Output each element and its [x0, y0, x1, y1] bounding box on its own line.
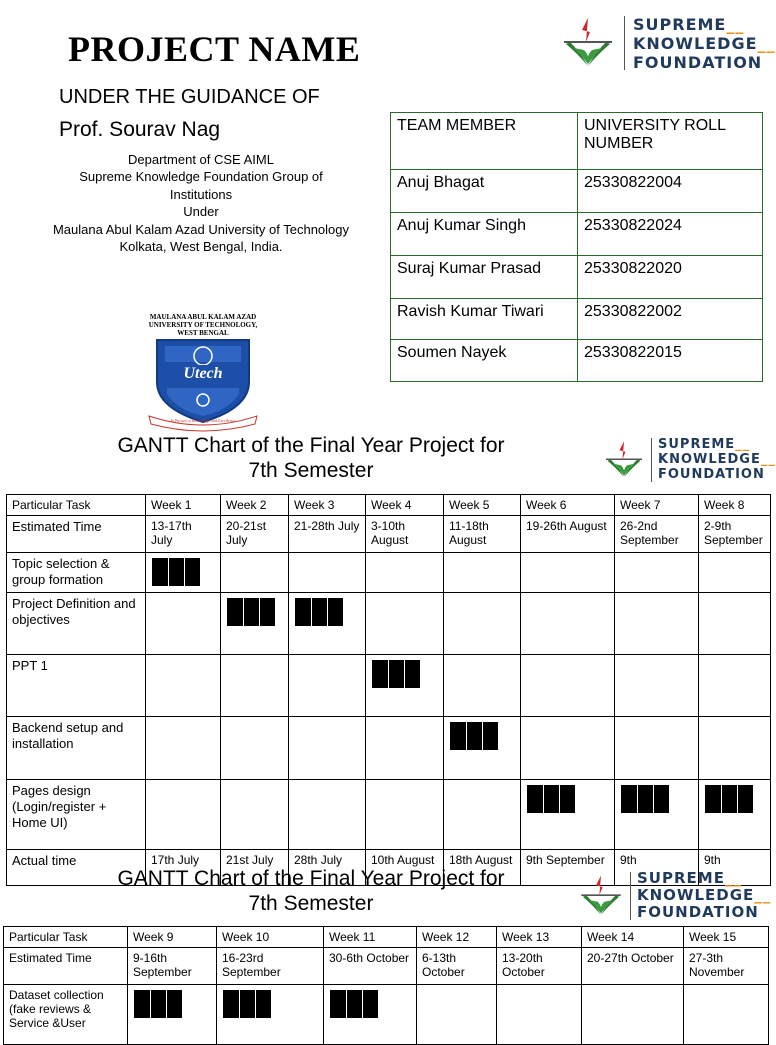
task-cell — [444, 553, 521, 593]
gantt-bar — [152, 558, 200, 586]
row-label: Actual time — [7, 850, 146, 886]
guidance-label: UNDER THE GUIDANCE OF — [59, 86, 320, 108]
task-cell — [521, 655, 615, 717]
skf-logo-small — [578, 870, 771, 921]
skf-emblem-icon — [578, 871, 624, 921]
project-title: PROJECT NAME — [68, 29, 361, 69]
task-cell — [699, 717, 771, 780]
gantt-header-row — [7, 495, 771, 516]
member-name: Ravish Kumar Tiwari — [391, 299, 578, 340]
task-cell — [366, 717, 444, 780]
logo-line-2: KNOWLEDGE — [637, 886, 755, 904]
estimated-cell: 20-21st July — [221, 516, 289, 553]
gantt-bar — [330, 990, 378, 1018]
skf-wordmark: SUPREME__ KNOWLEDGE__ FOUNDATION — [658, 437, 776, 482]
gantt-bar — [134, 990, 182, 1018]
estimated-cell: 9-16th September — [128, 948, 217, 985]
gantt-header-cell: Week 9 — [128, 927, 217, 948]
task-row — [4, 985, 769, 1045]
task-cell — [366, 553, 444, 593]
gantt-bar — [450, 722, 498, 750]
member-roll: 25330822015 — [578, 340, 763, 382]
team-row — [391, 170, 763, 213]
actual-cell: 9th — [699, 850, 771, 886]
team-table — [390, 112, 763, 382]
task-cell — [615, 655, 699, 717]
task-row — [7, 553, 771, 593]
gantt-header-cell: Week 8 — [699, 495, 771, 516]
gantt-bar — [705, 785, 753, 813]
task-cell — [221, 780, 289, 850]
gantt-header-cell: Week 15 — [684, 927, 769, 948]
gantt-title — [76, 866, 546, 916]
task-cell — [615, 717, 699, 780]
actual-cell: 18th August — [444, 850, 521, 886]
logo-divider — [624, 16, 625, 70]
member-roll: 25330822002 — [578, 299, 763, 340]
task-cell — [366, 780, 444, 850]
task-cell — [289, 553, 366, 593]
gantt-header-cell: Week 6 — [521, 495, 615, 516]
estimated-time-row — [7, 516, 771, 553]
guide-name: Prof. Sourav Nag — [59, 118, 221, 141]
member-name: Anuj Bhagat — [391, 170, 578, 213]
estimated-cell: 2-9th September — [699, 516, 771, 553]
skf-wordmark: SUPREME__ KNOWLEDGE__ FOUNDATION — [633, 14, 776, 72]
gantt-header-cell: Week 11 — [324, 927, 417, 948]
task-cell — [615, 553, 699, 593]
department-line: Maulana Abul Kalam Azad University of Technology — [52, 221, 350, 237]
gantt-bar — [223, 990, 271, 1018]
gantt-header-cell: Week 5 — [444, 495, 521, 516]
task-cell — [521, 593, 615, 655]
utech-shield-icon — [143, 338, 263, 430]
actual-cell: 9th — [615, 850, 699, 886]
utech-line-2: UNIVERSITY OF TECHNOLOGY, — [148, 321, 258, 329]
task-cell — [146, 717, 221, 780]
utech-motto: In Pursuit of Knowledge And Excellence — [170, 418, 236, 423]
gantt-table-1-wrap — [6, 494, 768, 868]
team-header-roll: UNIVERSITY ROLL NUMBER — [578, 113, 763, 170]
estimated-cell: 20-27th October — [582, 948, 684, 985]
estimated-cell: 27-3th November — [684, 948, 769, 985]
task-cell — [444, 780, 521, 850]
gantt-bar — [621, 785, 669, 813]
department-line: Institutions — [169, 186, 233, 202]
gantt-header-cell: Week 10 — [217, 927, 324, 948]
department-line: Under — [183, 204, 219, 220]
team-row — [391, 299, 763, 340]
task-name: Pages design (Login/register + Home UI) — [7, 780, 146, 850]
gantt-title-line-2: 7th Semester — [248, 459, 374, 482]
gantt-header-cell: Particular Task — [7, 495, 146, 516]
task-name: Topic selection & group formation — [7, 553, 146, 593]
skf-logo-small — [603, 437, 776, 482]
skf-emblem-icon — [560, 14, 616, 72]
task-cell — [146, 780, 221, 850]
gantt-header-cell: Particular Task — [4, 927, 128, 948]
gantt-header-cell: Week 1 — [146, 495, 221, 516]
task-cell — [146, 593, 221, 655]
estimated-cell: 13-17th July — [146, 516, 221, 553]
logo-line-1: SUPREME — [658, 437, 736, 452]
task-cell — [289, 655, 366, 717]
team-header-row — [391, 113, 763, 170]
task-cell — [221, 553, 289, 593]
task-cell — [366, 593, 444, 655]
task-cell — [497, 985, 582, 1045]
department-line: Kolkata, West Bengal, India. — [119, 239, 283, 255]
member-name: Suraj Kumar Prasad — [391, 256, 578, 299]
logo-line-1: SUPREME — [637, 869, 725, 887]
skf-logo — [560, 14, 776, 72]
estimated-cell: 30-6th October — [324, 948, 417, 985]
skf-emblem-icon — [603, 438, 645, 482]
actual-cell: 21st July — [221, 850, 289, 886]
department-info — [20, 151, 382, 255]
estimated-cell: 11-18th August — [444, 516, 521, 553]
task-row — [7, 717, 771, 780]
member-roll: 25330822024 — [578, 213, 763, 256]
team-header-member: TEAM MEMBER — [391, 113, 578, 170]
gantt-bar — [227, 598, 275, 626]
gantt-bar — [295, 598, 343, 626]
logo-line-2: KNOWLEDGE — [633, 33, 758, 53]
task-cell — [221, 717, 289, 780]
member-name: Anuj Kumar Singh — [391, 213, 578, 256]
actual-cell: 10th August — [366, 850, 444, 886]
gantt-title-line-2: 7th Semester — [248, 892, 374, 915]
task-cell — [221, 655, 289, 717]
logo-line-3: FOUNDATION — [633, 52, 763, 72]
task-cell — [699, 593, 771, 655]
gantt-table-2-wrap — [3, 926, 768, 1030]
member-roll: 25330822020 — [578, 256, 763, 299]
gantt-bar — [372, 660, 420, 688]
gantt-table-2 — [3, 926, 769, 1045]
gantt-header-cell: Week 2 — [221, 495, 289, 516]
estimated-cell: 3-10th August — [366, 516, 444, 553]
department-line: Department of CSE AIML — [128, 152, 274, 167]
task-cell — [444, 655, 521, 717]
actual-cell: 28th July — [289, 850, 366, 886]
gantt-header-cell: Week 12 — [417, 927, 497, 948]
team-row — [391, 256, 763, 299]
logo-line-1: SUPREME — [633, 14, 727, 34]
gantt-header-cell: Week 3 — [289, 495, 366, 516]
estimated-cell: 21-28th July — [289, 516, 366, 553]
estimated-cell: 19-26th August — [521, 516, 615, 553]
gantt-title-line-1: GANTT Chart of the Final Year Project for — [117, 867, 505, 890]
logo-divider — [651, 438, 652, 482]
gantt-bar — [527, 785, 575, 813]
estimated-cell: 13-20th October — [497, 948, 582, 985]
row-label: Estimated Time — [4, 948, 128, 985]
task-cell — [615, 593, 699, 655]
row-label: Estimated Time — [7, 516, 146, 553]
logo-line-3: FOUNDATION — [637, 903, 759, 921]
task-name: Dataset collection (fake reviews & Service &User — [4, 985, 128, 1045]
task-cell — [699, 553, 771, 593]
task-cell — [289, 780, 366, 850]
task-cell — [444, 593, 521, 655]
member-name: Soumen Nayek — [391, 340, 578, 382]
gantt-header-cell: Week 7 — [615, 495, 699, 516]
estimated-cell: 16-23rd September — [217, 948, 324, 985]
task-cell — [684, 985, 769, 1045]
gantt-title — [76, 433, 546, 483]
logo-divider — [630, 872, 631, 920]
logo-line-3: FOUNDATION — [658, 467, 765, 482]
gantt-header-row — [4, 927, 769, 948]
gantt-header-cell: Week 14 — [582, 927, 684, 948]
department-line: Supreme Knowledge Foundation Group of — [79, 169, 323, 185]
skf-wordmark: SUPREME__ KNOWLEDGE__ FOUNDATION — [637, 869, 772, 921]
estimated-time-row — [4, 948, 769, 985]
team-row — [391, 213, 763, 256]
gantt-header-cell: Week 13 — [497, 927, 582, 948]
task-name: PPT 1 — [7, 655, 146, 717]
utech-line-3: WEST BENGAL — [177, 329, 229, 337]
task-cell — [582, 985, 684, 1045]
estimated-cell: 26-2nd September — [615, 516, 699, 553]
actual-cell: 9th September — [521, 850, 615, 886]
task-cell — [289, 717, 366, 780]
member-roll: 25330822004 — [578, 170, 763, 213]
team-row — [391, 340, 763, 382]
actual-cell: 17th July — [146, 850, 221, 886]
task-cell — [417, 985, 497, 1045]
task-cell — [699, 655, 771, 717]
task-cell — [521, 717, 615, 780]
task-name: Project Definition and objectives — [7, 593, 146, 655]
utech-logo — [143, 313, 263, 430]
task-row — [7, 593, 771, 655]
task-cell — [146, 655, 221, 717]
gantt-title-line-1: GANTT Chart of the Final Year Project for — [117, 434, 505, 457]
gantt-header-cell: Week 4 — [366, 495, 444, 516]
estimated-cell: 6-13th October — [417, 948, 497, 985]
task-name: Backend setup and installation — [7, 717, 146, 780]
gantt-table-1 — [6, 494, 771, 886]
logo-line-2: KNOWLEDGE — [658, 452, 761, 467]
task-cell — [521, 553, 615, 593]
utech-line-1: MAULANA ABUL KALAM AZAD — [149, 313, 257, 321]
utech-name: Utech — [183, 365, 223, 382]
